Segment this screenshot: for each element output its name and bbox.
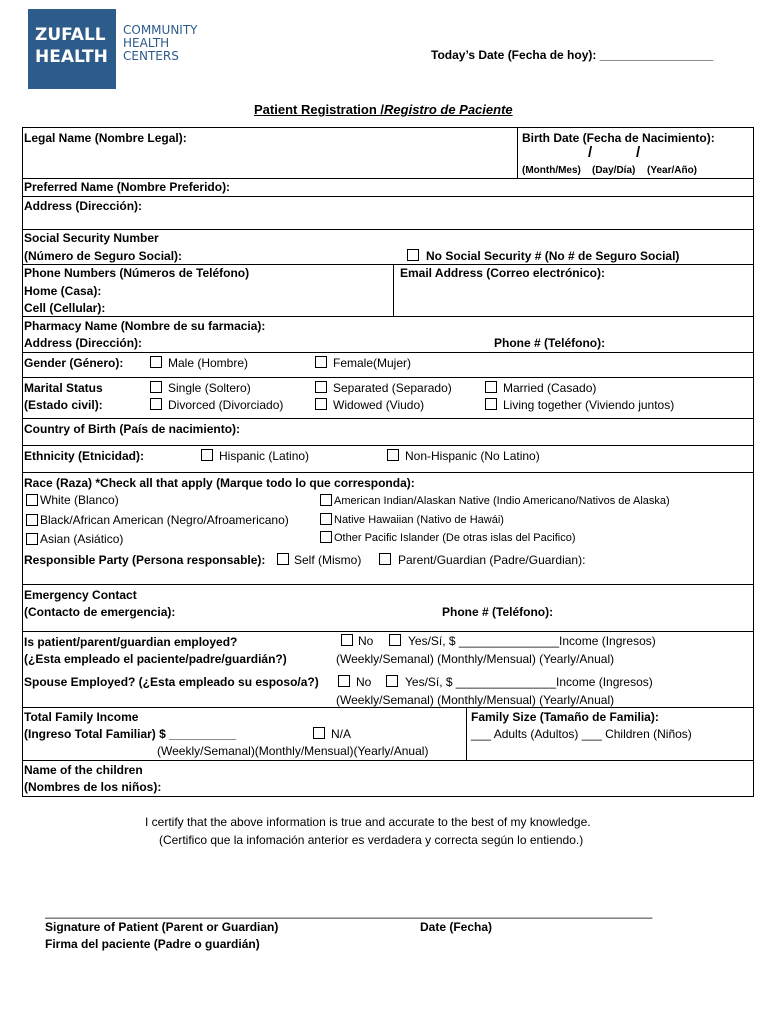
living-together-checkbox[interactable] (485, 398, 497, 410)
native-hawaiian-label: Native Hawaiian (Nativo de Hawái) (334, 514, 504, 526)
no-ssn-checkbox[interactable] (407, 249, 419, 261)
signature-line: ___________________________________________________________________________________________ (45, 905, 653, 919)
divorced-checkbox[interactable] (150, 398, 162, 410)
black-checkbox[interactable] (26, 514, 38, 526)
pharmacy-label: Pharmacy Name (Nombre de su farmacia): (24, 319, 266, 333)
date-slash-2: / (636, 144, 641, 161)
signature-label-en: Signature of Patient (Parent or Guardian) (45, 920, 279, 934)
self-label: Self (Mismo) (294, 553, 362, 567)
income-label-1: Total Family Income (24, 710, 139, 724)
income-frequency: (Weekly/Semanal)(Monthly/Mensual)(Yearly/Anual) (157, 744, 429, 758)
non-hispanic-label: Non-Hispanic (No Latino) (405, 449, 540, 463)
children-label-2: (Nombres de los niños): (24, 780, 162, 794)
separated-label: Separated (Separado) (333, 381, 452, 395)
separated-checkbox[interactable] (315, 381, 327, 393)
ethnicity-label: Ethnicity (Etnicidad): (24, 449, 144, 463)
signature-label-es: Firma del paciente (Padre o guardián) (45, 937, 260, 951)
married-checkbox[interactable] (485, 381, 497, 393)
divider (22, 796, 754, 797)
pacific-islander-checkbox[interactable] (320, 531, 332, 543)
white-label: White (Blanco) (40, 493, 119, 507)
black-label: Black/African American (Negro/Afroamericano) (40, 513, 289, 527)
pacific-islander-label: Other Pacific Islander (De otras islas del Pacifico) (334, 532, 576, 544)
widowed-label: Widowed (Viudo) (333, 398, 425, 412)
parent-guardian-label: Parent/Guardian (Padre/Guardian): (398, 553, 586, 567)
employed-label-2: (¿Esta empleado el paciente/padre/guardián?) (24, 652, 287, 666)
certify-statement-en: I certify that the above information is true and accurate to the best of my knowledge. (145, 815, 591, 829)
phones-label: Phone Numbers (Números de Teléfono) (24, 266, 250, 280)
white-checkbox[interactable] (26, 494, 38, 506)
divider-v (466, 707, 467, 760)
table-left-border (22, 127, 23, 796)
children-label-1: Name of the children (24, 763, 143, 777)
logo-side-3: CENTERS (123, 49, 179, 63)
family-size-counts: ___ Adults (Adultos) ___ Children (Niños) (471, 727, 692, 741)
living-together-label: Living together (Viviendo juntos) (503, 398, 675, 412)
logo-side-1: COMMUNITY (123, 23, 198, 37)
ssn-label-2: (Número de Seguro Social): (24, 249, 183, 263)
spouse-no-checkbox[interactable] (338, 675, 350, 687)
year-label: (Year/Año) (647, 165, 698, 176)
employed-yes-label: Yes/Sí, $ _______________Income (Ingresos) (408, 634, 656, 648)
date-slash-1: / (588, 144, 593, 161)
emergency-label-2: (Contacto de emergencia): (24, 605, 176, 619)
pharmacy-phone-label: Phone # (Teléfono): (494, 336, 606, 350)
married-label: Married (Casado) (503, 381, 597, 395)
day-label: (Day/Día) (592, 165, 636, 176)
divider (22, 264, 754, 265)
title-en: Patient Registration / (254, 102, 385, 117)
email-label: Email Address (Correo electrónico): (400, 266, 605, 280)
income-na-checkbox[interactable] (313, 727, 325, 739)
logo-line-1: ZUFALL (35, 25, 106, 45)
divider (22, 316, 754, 317)
country-label: Country of Birth (País de nacimiento): (24, 422, 241, 436)
home-phone-label: Home (Casa): (24, 284, 102, 298)
marital-label-1: Marital Status (24, 381, 103, 395)
employed-label-1: Is patient/parent/guardian employed? (24, 635, 238, 649)
divorced-label: Divorced (Divorciado) (168, 398, 284, 412)
spouse-yes-checkbox[interactable] (386, 675, 398, 687)
employed-yes-checkbox[interactable] (389, 634, 401, 646)
divider (22, 418, 754, 419)
divider (22, 584, 754, 585)
logo-side-text (123, 24, 198, 63)
native-hawaiian-checkbox[interactable] (320, 513, 332, 525)
employed-frequency: (Weekly/Semanal) (Monthly/Mensual) (Yearly/Anual) (336, 652, 615, 666)
certify-statement-es: (Certifico que la infomación anterior es verdadera y correcta según lo entiendo.) (159, 833, 584, 847)
american-indian-checkbox[interactable] (320, 494, 332, 506)
date-label: Date (Fecha) (420, 920, 493, 934)
spouse-frequency: (Weekly/Semanal) (Monthly/Mensual) (Yearly/Anual) (336, 693, 615, 707)
race-label: Race (Raza) *Check all that apply (Marque todo lo que corresponda): (24, 476, 415, 490)
income-na-label: N/A (331, 727, 352, 741)
parent-guardian-checkbox[interactable] (379, 553, 391, 565)
self-checkbox[interactable] (277, 553, 289, 565)
cell-phone-label: Cell (Cellular): (24, 301, 106, 315)
asian-label: Asian (Asiático) (40, 532, 124, 546)
divider (22, 760, 754, 761)
male-checkbox[interactable] (150, 356, 162, 368)
divider (22, 445, 754, 446)
divider (22, 377, 754, 378)
non-hispanic-checkbox[interactable] (387, 449, 399, 461)
divider (22, 472, 754, 473)
emergency-label-1: Emergency Contact (24, 588, 137, 602)
ssn-label-1: Social Security Number (24, 231, 159, 245)
birth-date-label: Birth Date (Fecha de Nacimiento): (522, 131, 715, 145)
female-label: Female(Mujer) (333, 356, 412, 370)
divider (22, 707, 754, 708)
divider (22, 178, 754, 179)
divider-v (393, 264, 394, 316)
divider-v (517, 127, 518, 178)
divider (22, 127, 754, 128)
page-title (254, 103, 513, 117)
spouse-employed-label: Spouse Employed? (¿Esta empleado su esposo/a?) (24, 675, 319, 689)
hispanic-label: Hispanic (Latino) (219, 449, 310, 463)
todays-date: Today’s Date (Fecha de hoy): _________________ (431, 48, 714, 62)
preferred-name-label: Preferred Name (Nombre Preferido): (24, 180, 231, 194)
legal-name-label: Legal Name (Nombre Legal): (24, 131, 187, 145)
asian-checkbox[interactable] (26, 533, 38, 545)
single-label: Single (Soltero) (168, 381, 251, 395)
gender-label: Gender (Género): (24, 356, 124, 370)
zufall-logo (28, 9, 116, 89)
title-es: Registro de Paciente (384, 102, 513, 117)
responsible-party-label: Responsible Party (Persona responsable): (24, 553, 266, 567)
income-label-2: (Ingreso Total Familiar) $ __________ (24, 727, 236, 741)
divider (22, 631, 754, 632)
employed-no-label: No (358, 634, 374, 648)
logo-line-2: HEALTH (35, 47, 108, 67)
divider (22, 352, 754, 353)
divider (22, 196, 754, 197)
address-label: Address (Dirección): (24, 199, 143, 213)
spouse-yes-label: Yes/Sí, $ _______________Income (Ingresos) (405, 675, 653, 689)
hispanic-checkbox[interactable] (201, 449, 213, 461)
employed-no-checkbox[interactable] (341, 634, 353, 646)
single-checkbox[interactable] (150, 381, 162, 393)
family-size-label: Family Size (Tamaño de Familia): (471, 710, 659, 724)
spouse-no-label: No (356, 675, 372, 689)
month-label: (Month/Mes) (522, 165, 581, 176)
table-right-border (753, 127, 754, 796)
pharmacy-address-label: Address (Dirección): (24, 336, 143, 350)
female-checkbox[interactable] (315, 356, 327, 368)
american-indian-label: American Indian/Alaskan Native (Indio Americano/Nativos de Alaska) (334, 495, 670, 507)
logo-side-2: HEALTH (123, 36, 170, 50)
divider (22, 229, 754, 230)
marital-label-2: (Estado civil): (24, 398, 103, 412)
male-label: Male (Hombre) (168, 356, 249, 370)
emergency-phone-label: Phone # (Teléfono): (442, 605, 554, 619)
no-ssn-label: No Social Security # (No # de Seguro Social) (426, 249, 680, 263)
widowed-checkbox[interactable] (315, 398, 327, 410)
